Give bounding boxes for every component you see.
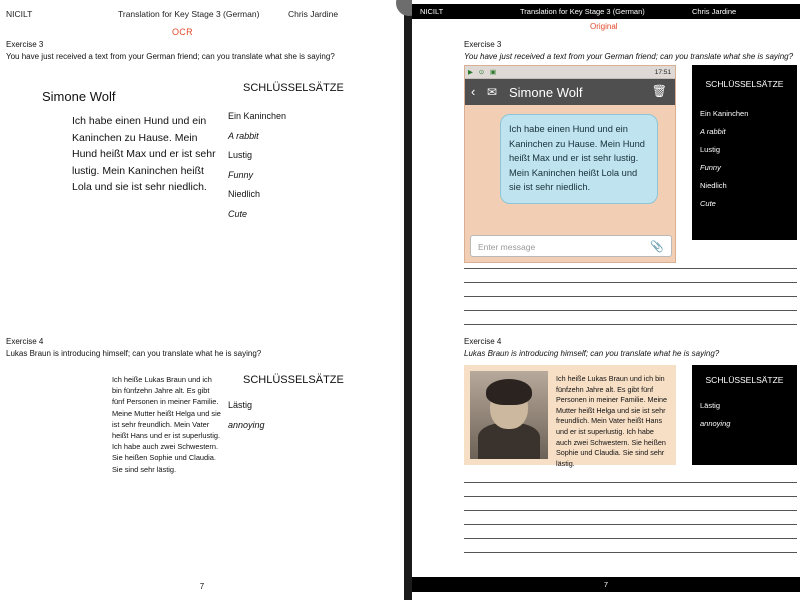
original-page-header — [412, 4, 800, 19]
ocr-message-sender: Simone Wolf — [42, 89, 116, 104]
keyphrases-list — [700, 109, 792, 217]
attachment-icon[interactable]: 📎 — [650, 241, 664, 253]
keyphrases-title: SCHLÜSSELSÄTZE — [705, 375, 784, 385]
keyphrase-item: Lustig — [228, 150, 253, 160]
original-label: Original — [590, 22, 618, 31]
envelope-icon: ✉ — [487, 85, 498, 99]
ocr-page-header — [0, 6, 404, 24]
original-exercise4-title: Exercise 4 — [464, 337, 502, 346]
answer-line — [464, 482, 797, 483]
answer-line — [464, 324, 797, 325]
ocr-keyphrases2-list — [228, 400, 348, 439]
keyphrase-item: Lustig — [700, 145, 721, 154]
header-author: Chris Jardine — [288, 9, 339, 19]
header-title: Translation for Key Stage 3 (German) — [520, 7, 645, 16]
keyphrase-item: Niedlich — [700, 181, 727, 190]
answer-line — [464, 296, 797, 297]
answer-line — [464, 282, 797, 283]
keyphrase-item: Ein Kaninchen — [700, 109, 749, 118]
phone-status-bar — [465, 66, 675, 79]
keyphrase-item: Lästig — [700, 401, 721, 410]
phone-mockup — [464, 65, 676, 263]
portrait-photo — [470, 371, 548, 459]
header-title: Translation for Key Stage 3 (German) — [118, 9, 260, 19]
answer-line — [464, 538, 797, 539]
answer-line — [464, 268, 797, 269]
header-organisation: NICILT — [6, 9, 33, 19]
ocr-keyphrases-title: SCHLÜSSELSÄTZE — [243, 82, 344, 94]
header-author: Chris Jardine — [692, 7, 737, 16]
original-keyphrases-panel — [692, 65, 797, 240]
original-page-footer — [412, 577, 800, 592]
ocr-keyphrases-list — [228, 111, 348, 228]
ocr-exercise4-title: Exercise 4 — [6, 337, 44, 346]
original-keyphrases2-panel — [692, 365, 797, 465]
ocr-label: OCR — [172, 27, 193, 37]
page-divider — [404, 0, 412, 600]
keyphrase-item: Funny — [228, 169, 254, 180]
keyphrase-item: annoying — [228, 419, 265, 430]
header-organisation: NICILT — [420, 7, 444, 16]
contact-name: Simone Wolf — [509, 85, 583, 100]
answer-line — [464, 524, 797, 525]
exercise3-answer-lines — [464, 268, 797, 338]
ocr-exercise4-instruction: Lukas Braun is introducing himself; can you translate what he is saying? — [6, 349, 262, 358]
keyphrase-item: Cute — [700, 199, 716, 208]
keyphrase-item: A rabbit — [700, 127, 726, 136]
status-icons: ▶ ⊙ ▣ — [468, 69, 499, 76]
keyphrase-item: A rabbit — [228, 130, 259, 141]
original-exercise4-paragraph: Ich heiße Lukas Braun und ich bin fünfzehn Jahre alt. Es gibt fünf Personen in meiner Familie. Meine Mutter heißt Helga und sie ist sehr freundlich. Mein Vater heißt Hans und er ist superlustig. Ich habe auch zwei Schwestern. Sie heißen Sophie und Claudia. Sie sind sehr lästig. — [556, 374, 668, 468]
exercise4-answer-lines — [464, 482, 797, 566]
original-page-number: 7 — [603, 580, 609, 589]
exercise4-card — [464, 365, 676, 468]
ocr-exercise3-instruction: You have just received a text from your German friend; can you translate what she is saying? — [6, 52, 335, 61]
status-clock: 17:51 — [654, 68, 671, 76]
back-icon[interactable]: ‹ — [471, 84, 476, 99]
answer-line — [464, 552, 797, 553]
ocr-exercise3-title: Exercise 3 — [6, 40, 44, 49]
answer-line — [464, 510, 797, 511]
original-page — [412, 0, 800, 600]
keyphrase-item: annoying — [700, 419, 731, 428]
message-input-placeholder: Enter message — [478, 241, 536, 252]
phone-conversation-header — [465, 79, 675, 105]
keyphrase-item: Ein Kaninchen — [228, 111, 287, 121]
keyphrase-item: Cute — [228, 208, 248, 219]
ocr-message-text: Ich habe einen Hund und ein Kaninchen zu Hause. Mein Hund heißt Max und er ist sehr lustig. Mein Kaninchen heißt Lola und sie ist sehr niedlich. — [72, 115, 216, 193]
original-exercise3-title: Exercise 3 — [464, 40, 502, 49]
ocr-page-number: 7 — [199, 582, 205, 591]
answer-line — [464, 496, 797, 497]
ocr-keyphrases2-title: SCHLÜSSELSÄTZE — [243, 374, 344, 386]
keyphrase-item: Lästig — [228, 400, 253, 410]
keyphrases-list — [700, 401, 792, 437]
original-exercise4-instruction: Lukas Braun is introducing himself; can you translate what he is saying? — [464, 349, 720, 358]
portrait-hair — [486, 379, 532, 405]
ocr-exercise4-paragraph: Ich heiße Lukas Braun und ich bin fünfzehn Jahre alt. Es gibt fünf Personen in meiner Familie. Meine Mutter heißt Helga und sie ist sehr freundlich. Mein Vater heißt Hans und er ist superlustig. Ich habe auch zwei Schwestern. Sie heißen Sophie und Claudia. Sie sind sehr lästig. — [112, 375, 221, 474]
original-exercise3-instruction: You have just received a text from your German friend; can you translate what she is saying? — [464, 52, 794, 61]
message-input[interactable] — [470, 235, 672, 257]
message-bubble: Ich habe einen Hund und ein Kaninchen zu Hause. Mein Hund heißt Max und er ist sehr lustig. Mein Kaninchen heißt Lola und sie ist sehr niedlich. — [500, 114, 658, 204]
keyphrase-item: Funny — [700, 163, 721, 172]
keyphrases-title: SCHLÜSSELSÄTZE — [705, 79, 784, 89]
keyphrase-item: Niedlich — [228, 189, 261, 199]
answer-line — [464, 310, 797, 311]
trash-icon[interactable]: 🗑 — [651, 84, 667, 98]
